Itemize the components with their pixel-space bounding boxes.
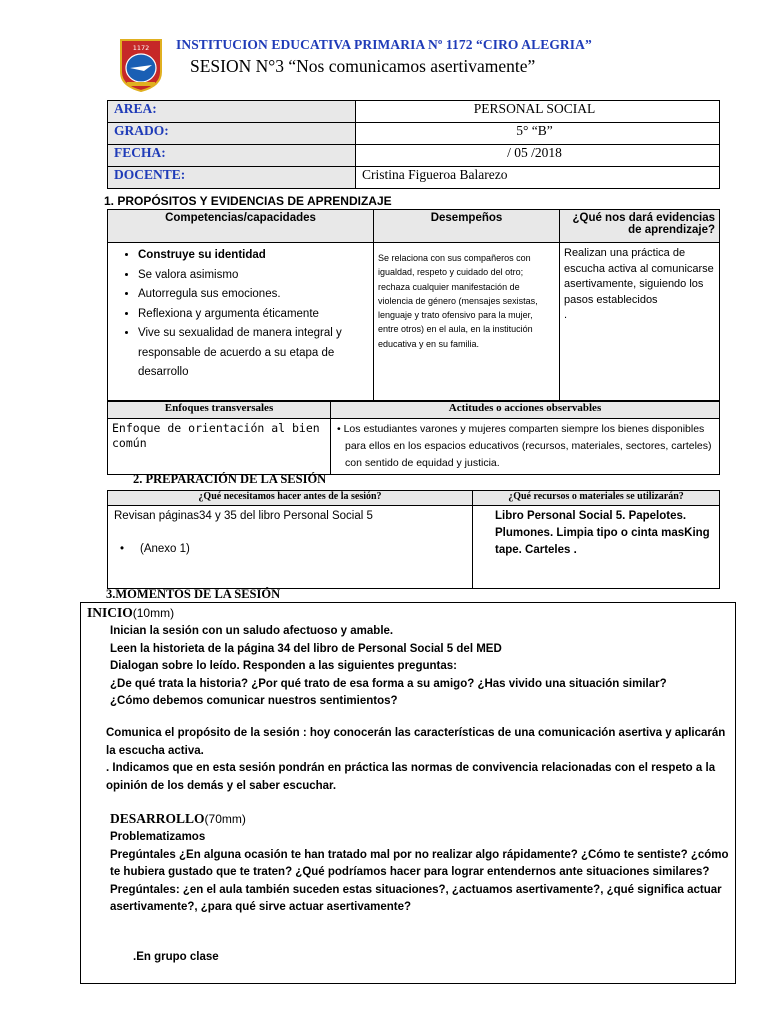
antes-text: Revisan páginas34 y 35 del libro Personal Social 5 <box>114 510 373 522</box>
problematizamos-text: Problematizamos <box>110 831 206 843</box>
anexo-text: (Anexo 1) <box>140 543 190 555</box>
header-actitudes: Actitudes o acciones observables <box>331 402 720 419</box>
desarrollo-heading <box>110 811 246 827</box>
evidencias-cell <box>560 243 720 401</box>
inicio-heading <box>87 605 174 621</box>
desarrollo-block <box>110 829 730 917</box>
proposito-block <box>106 725 731 795</box>
area-label: AREA: <box>108 101 356 123</box>
pregunta-1: Pregúntales ¿En alguna ocasión te han tratado mal por no realizar algo rápidamente? ¿Cómo te sentiste? ¿cómo te hubiera gustado que te traten? ¿Qué podríamos hacer para lograr entendernos ante situaciones similares? <box>110 848 729 878</box>
session-title: SESION N°3 “Nos comunicamos asertivamente” <box>190 56 536 76</box>
evidencias-text: Realizan una práctica de escucha activa al comunicarse asertivamente, siguiendo los pasos establecidos <box>564 247 714 306</box>
inicio-line: Leen la historieta de la página 34 del libro de Personal Social 5 del MED <box>110 642 502 655</box>
row-grado <box>108 123 720 145</box>
header-antes: ¿Qué necesitamos hacer antes de la sesión? <box>108 491 473 506</box>
inicio-lines <box>110 623 730 711</box>
inicio-line: Dialogan sobre lo leído. Responden a las siguientes preguntas: <box>110 660 457 672</box>
list-item: • Vive su sexualidad de manera integral y responsable de acuerdo a su etapa de desarrollo <box>138 324 369 383</box>
header-evidencias: ¿Qué nos dará evidencias de aprendizaje? <box>560 210 720 243</box>
fecha-value: / 05 /2018 <box>356 145 720 167</box>
info-table <box>107 100 720 189</box>
inicio-line: Inician la sesión con un saludo afectuoso y amable. <box>110 625 394 637</box>
inicio-line: ¿Cómo debemos comunicar nuestros sentimientos? <box>110 695 398 707</box>
row-docente <box>108 167 720 189</box>
row-fecha <box>108 145 720 167</box>
desempenos-text: Se relaciona con sus compañeros con igualdad, respeto y cuidado del otro; rechaza cualquier manifestación de violencia de género (mensajes sexistas, lenguaje y trato ofensivo para la mujer, entre otros) en el aula, en la institución educativa y en su familia. <box>378 253 538 349</box>
list-item: • Reflexiona y argumenta éticamente <box>138 305 369 325</box>
recursos-cell <box>473 506 720 589</box>
actitud-value: Los estudiantes varones y mujeres comparten siempre los bienes disponibles para ellos en los espacios educativos (recursos, materiales, sectores, carteles) con sentido de equidad y justicia. <box>343 423 712 469</box>
inicio-label: INICIO <box>87 605 133 620</box>
grupo-block <box>133 949 219 967</box>
header-enfoques: Enfoques transversales <box>108 402 331 419</box>
competencias-table <box>107 209 720 401</box>
actitud-cell <box>331 419 720 475</box>
header-desempenos: Desempeños <box>374 210 560 243</box>
list-item: • Construye su identidad <box>138 246 369 266</box>
header-recursos: ¿Qué recursos o materiales se utilizarán? <box>473 491 720 506</box>
docente-value: Cristina Figueroa Balarezo <box>356 167 720 189</box>
list-item: • Autorregula sus emociones. <box>138 285 369 305</box>
grado-label: GRADO: <box>108 123 356 145</box>
desempenos-cell <box>374 243 560 401</box>
docente-label: DOCENTE: <box>108 167 356 189</box>
evidencias-tail: . <box>564 309 568 321</box>
enfoque-cell <box>108 419 331 475</box>
school-name: INSTITUCION EDUCATIVA PRIMARIA Nº 1172 “CIRO ALEGRIA” <box>176 37 592 52</box>
antes-cell <box>108 506 473 589</box>
row-area <box>108 101 720 123</box>
competencias-list <box>112 246 369 383</box>
competencias-cell <box>108 243 374 401</box>
grado-value: 5° “B” <box>356 123 720 145</box>
actitud-text: • Los estudiantes varones y mujeres comparten siempre los bienes disponibles para ellos en los espacios educativos (recursos, materiales, sectores, carteles) con sentido de equidad y justicia. <box>337 423 712 469</box>
section-2-title: 2. PREPARACIÓN DE LA SESIÓN <box>133 472 327 486</box>
logo-number: 1172 <box>132 44 150 52</box>
desarrollo-time: (70mm) <box>204 812 246 826</box>
section-1-title: 1. PROPÓSITOS Y EVIDENCIAS DE APRENDIZAJE <box>104 194 392 208</box>
enfoques-table <box>107 401 720 475</box>
recursos-text: Libro Personal Social 5. Papelotes. Plumones. Limpia tipo o cinta masKing tape. Carteles . <box>495 510 710 556</box>
inicio-line: ¿De qué trata la historia? ¿Por qué trato de esa forma a su amigo? ¿Has vivido una situación similar? <box>110 677 667 690</box>
list-item: • Se valora asimismo <box>138 266 369 286</box>
fecha-label: FECHA: <box>108 145 356 167</box>
school-logo <box>118 38 164 92</box>
section-3-title: 3.MOMENTOS DE LA SESIÓN <box>106 587 281 601</box>
enfoque-text: Enfoque de orientación al bien común <box>112 421 320 450</box>
normas-text: . Indicamos que en esta sesión pondrán en práctica las normas de convivencia relacionadas con el respeto a la opinión de los demás y el saber escuchar. <box>106 762 716 792</box>
desarrollo-label: DESARROLLO <box>110 811 205 826</box>
anexo-item: • (Anexo 1) <box>120 543 190 555</box>
pregunta-2: Pregúntales: ¿en el aula también suceden estas situaciones?, ¿actuamos asertivamente?, ¿qué significa actuar asertivamente?, ¿para qué sirve actuar asertivamente? <box>110 883 722 913</box>
area-value: PERSONAL SOCIAL <box>356 101 720 123</box>
preparacion-table <box>107 490 720 589</box>
momentos-box <box>80 602 736 984</box>
proposito-text: Comunica el propósito de la sesión : hoy conocerán las características de una comunicación asertiva y aplicarán la escucha activa. <box>106 727 726 757</box>
header-competencias: Competencias/capacidades <box>108 210 374 243</box>
inicio-time: (10mm) <box>132 606 175 620</box>
grupo-text: .En grupo clase <box>133 951 219 963</box>
